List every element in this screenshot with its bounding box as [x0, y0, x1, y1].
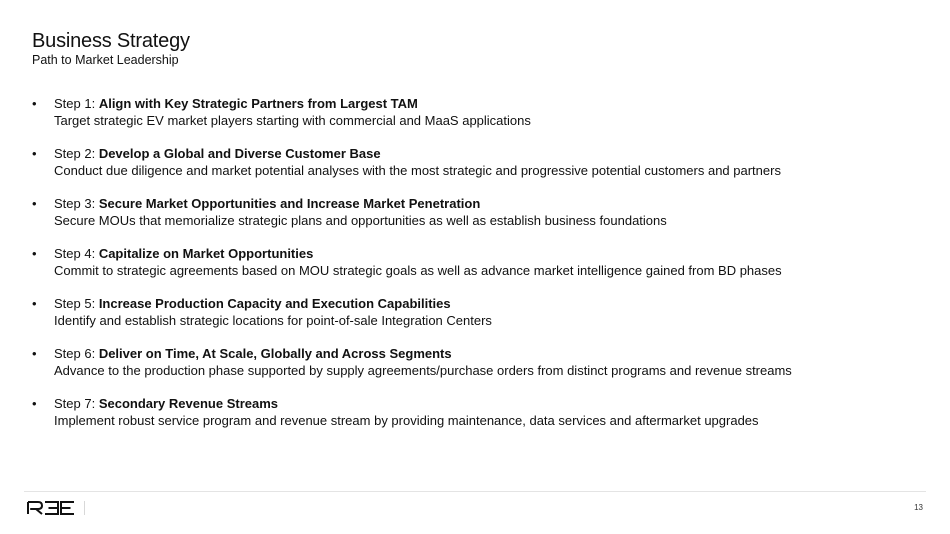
step-heading-line — [54, 395, 922, 412]
step-heading-line — [54, 345, 922, 362]
bullet: • — [32, 346, 37, 361]
slide-subtitle: Path to Market Leadership — [32, 53, 179, 67]
step-detail: Identify and establish strategic locations for point-of-sale Integration Centers — [54, 313, 492, 328]
step-item-7 — [32, 395, 922, 445]
step-heading: Capitalize on Market Opportunities — [98, 246, 314, 261]
footer-divider — [24, 491, 926, 492]
step-item-6 — [32, 345, 922, 395]
step-heading: Deliver on Time, At Scale, Globally and Across Segments — [98, 346, 452, 361]
step-prefix: Step 3: — [54, 196, 99, 211]
bullet: • — [32, 296, 37, 311]
step-heading-line — [54, 95, 922, 112]
bullet: • — [32, 146, 37, 161]
step-prefix: Step 4: — [54, 246, 99, 261]
step-heading: Secondary Revenue Streams — [98, 396, 279, 411]
step-heading-line — [54, 245, 922, 262]
strategy-steps-list — [32, 95, 922, 445]
bullet: • — [32, 396, 37, 411]
step-detail: Commit to strategic agreements based on MOU strategic goals as well as advance market intelligence gained from BD phases — [54, 263, 782, 278]
step-item-2 — [32, 145, 922, 195]
step-prefix: Step 2: — [54, 146, 99, 161]
ree-logo — [27, 501, 75, 515]
step-prefix: Step 5: — [54, 296, 99, 311]
step-prefix: Step 6: — [54, 346, 99, 361]
step-heading-line — [54, 195, 922, 212]
step-item-5 — [32, 295, 922, 345]
bullet: • — [32, 96, 37, 111]
bullet: • — [32, 196, 37, 211]
step-detail: Advance to the production phase supported by supply agreements/purchase orders from distinct programs and revenue streams — [54, 363, 792, 378]
step-item-4 — [32, 245, 922, 295]
step-prefix: Step 7: — [54, 396, 99, 411]
step-item-1 — [32, 95, 922, 145]
step-item-3 — [32, 195, 922, 245]
step-heading: Secure Market Opportunities and Increase Market Penetration — [98, 196, 481, 211]
step-detail: Implement robust service program and revenue stream by providing maintenance, data services and aftermarket upgrades — [54, 413, 759, 428]
slide-title: Business Strategy — [32, 30, 190, 52]
step-detail: Target strategic EV market players starting with commercial and MaaS applications — [54, 113, 531, 128]
step-detail: Conduct due diligence and market potential analyses with the most strategic and progressive potential customers and partners — [54, 163, 781, 178]
step-heading-line — [54, 145, 922, 162]
step-heading: Align with Key Strategic Partners from Largest TAM — [98, 96, 418, 111]
bullet: • — [32, 246, 37, 261]
page-number: 13 — [914, 503, 923, 512]
step-heading: Increase Production Capacity and Execution Capabilities — [98, 296, 451, 311]
step-prefix: Step 1: — [54, 96, 99, 111]
step-heading: Develop a Global and Diverse Customer Base — [98, 146, 381, 161]
logo-separator — [84, 501, 85, 515]
step-heading-line — [54, 295, 922, 312]
step-detail: Secure MOUs that memorialize strategic plans and opportunities as well as establish business foundations — [54, 213, 667, 228]
